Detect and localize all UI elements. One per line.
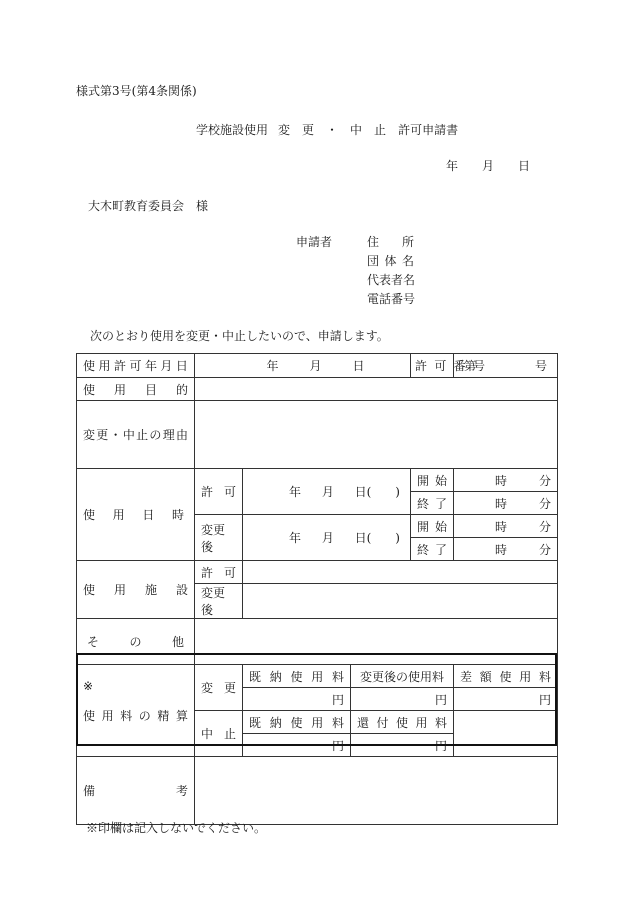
- remarks-label: 備 考: [77, 757, 195, 825]
- application-table: [76, 353, 558, 825]
- cancel-paid-fee-header: 既 納 使 用 料: [243, 711, 351, 734]
- permit-number-label: 許 可 番 号: [411, 354, 454, 378]
- row-datetime-permit-start: [77, 469, 558, 492]
- number-prefix: 第: [464, 359, 477, 373]
- cancel-paid-fee-value[interactable]: 円: [243, 734, 351, 757]
- cs-hour: 時: [494, 519, 507, 534]
- dt-change-month: 月: [321, 531, 334, 545]
- change-start-label: 開 始: [411, 515, 454, 538]
- form-number: 様式第3号(第4条関係): [76, 84, 197, 98]
- applicant-label: [296, 236, 346, 248]
- date-day: 日: [518, 159, 531, 173]
- number-suffix: 号: [534, 359, 547, 373]
- title-suffix: 許可申請書: [398, 123, 459, 137]
- permit-date-label: 使 用 許 可 年 月 日: [77, 354, 195, 378]
- field-representative: 代表者名: [367, 273, 416, 287]
- pd-month: 月: [309, 359, 322, 373]
- datetime-permit-label: 許 可: [195, 469, 243, 515]
- dt-permit-year: 年: [289, 485, 302, 499]
- diff-fee-header: 差 額 使 用 料: [454, 665, 558, 688]
- permit-date-value[interactable]: [195, 354, 411, 378]
- field-phone: 電話番号: [367, 292, 416, 306]
- pe-hour: 時: [494, 496, 507, 511]
- dt-permit-month: 月: [321, 485, 334, 499]
- purpose-value[interactable]: [195, 378, 558, 401]
- reason-value[interactable]: [195, 401, 558, 469]
- pe-minute: 分: [538, 496, 551, 511]
- pd-year: 年: [266, 359, 279, 373]
- dt-change-day: 日( ): [354, 531, 400, 545]
- pd-day: 日: [352, 359, 365, 373]
- fee-mark: ※: [83, 679, 94, 693]
- change-start-time[interactable]: [454, 515, 558, 538]
- ps-hour: 時: [494, 473, 507, 488]
- fee-settlement-label: ※ 使 用 料 の 精 算: [77, 665, 195, 757]
- document-title: [196, 124, 458, 136]
- row-reason: [77, 401, 558, 469]
- changed-fee-value[interactable]: 円: [351, 688, 454, 711]
- facility-permit-value[interactable]: [243, 561, 558, 584]
- fee-cancel-label: 中 止: [195, 711, 243, 757]
- reason-label: 変 更 ・ 中 止 の 理 由: [77, 401, 195, 469]
- paid-fee-header: 既 納 使 用 料: [243, 665, 351, 688]
- facility-change-label: 変更後: [195, 584, 243, 619]
- changed-fee-header: 変更後の使用料: [351, 665, 454, 688]
- change-end-label: 終 了: [411, 538, 454, 561]
- permit-end-label: 終 了: [411, 492, 454, 515]
- field-address: 住 所: [367, 235, 414, 249]
- permit-start-label: 開 始: [411, 469, 454, 492]
- row-fee-change-head: [77, 665, 558, 688]
- ce-minute: 分: [538, 542, 551, 557]
- field-organization: 団 体 名: [367, 254, 414, 268]
- ps-minute: 分: [538, 473, 551, 488]
- remarks-value[interactable]: [195, 757, 558, 825]
- permit-start-time[interactable]: [454, 469, 558, 492]
- dt-permit-day: 日( ): [354, 485, 400, 499]
- row-permit-date: [77, 354, 558, 378]
- row-purpose: [77, 378, 558, 401]
- paid-fee-value[interactable]: 円: [243, 688, 351, 711]
- title-dot: ・: [326, 123, 339, 137]
- cancel-blank: [454, 711, 558, 757]
- facility-change-value[interactable]: [243, 584, 558, 619]
- refund-fee-value[interactable]: 円: [351, 734, 454, 757]
- intro-text: 次のとおり使用を変更・中止したいので、申請します。: [90, 329, 389, 343]
- diff-fee-value[interactable]: 円: [454, 688, 558, 711]
- change-end-time[interactable]: [454, 538, 558, 561]
- date-year: 年: [446, 159, 459, 173]
- row-other: [77, 619, 558, 665]
- row-remarks: [77, 757, 558, 825]
- footnote: ※印欄は記入しないでください。: [86, 821, 267, 835]
- dt-change-year: 年: [289, 531, 302, 545]
- datetime-label: 使 用 日 時: [77, 469, 195, 561]
- datetime-change-label: 変更後: [195, 515, 243, 561]
- facility-permit-label: 許 可: [195, 561, 243, 584]
- addressee: 大木町教育委員会 様: [88, 199, 209, 213]
- title-change: 変 更: [278, 123, 315, 137]
- date-month: 月: [482, 159, 495, 173]
- other-value[interactable]: [195, 619, 558, 665]
- permit-end-time[interactable]: [454, 492, 558, 515]
- title-prefix: 学校施設使用: [196, 123, 269, 137]
- date-line: [446, 160, 530, 172]
- datetime-permit-date[interactable]: [243, 469, 411, 515]
- facility-label: 使 用 施 設: [77, 561, 195, 619]
- title-cancel: 中 止: [350, 123, 387, 137]
- purpose-label: 使 用 目 的: [77, 378, 195, 401]
- other-label: そ の 他: [77, 619, 195, 665]
- ce-hour: 時: [494, 542, 507, 557]
- refund-fee-header: 還 付 使 用 料: [351, 711, 454, 734]
- row-facility-permit: [77, 561, 558, 584]
- fee-change-label: 変 更: [195, 665, 243, 711]
- applicant-label-text: 申請者: [296, 235, 333, 249]
- cs-minute: 分: [538, 519, 551, 534]
- datetime-change-date[interactable]: [243, 515, 411, 561]
- permit-number-value[interactable]: [454, 354, 558, 378]
